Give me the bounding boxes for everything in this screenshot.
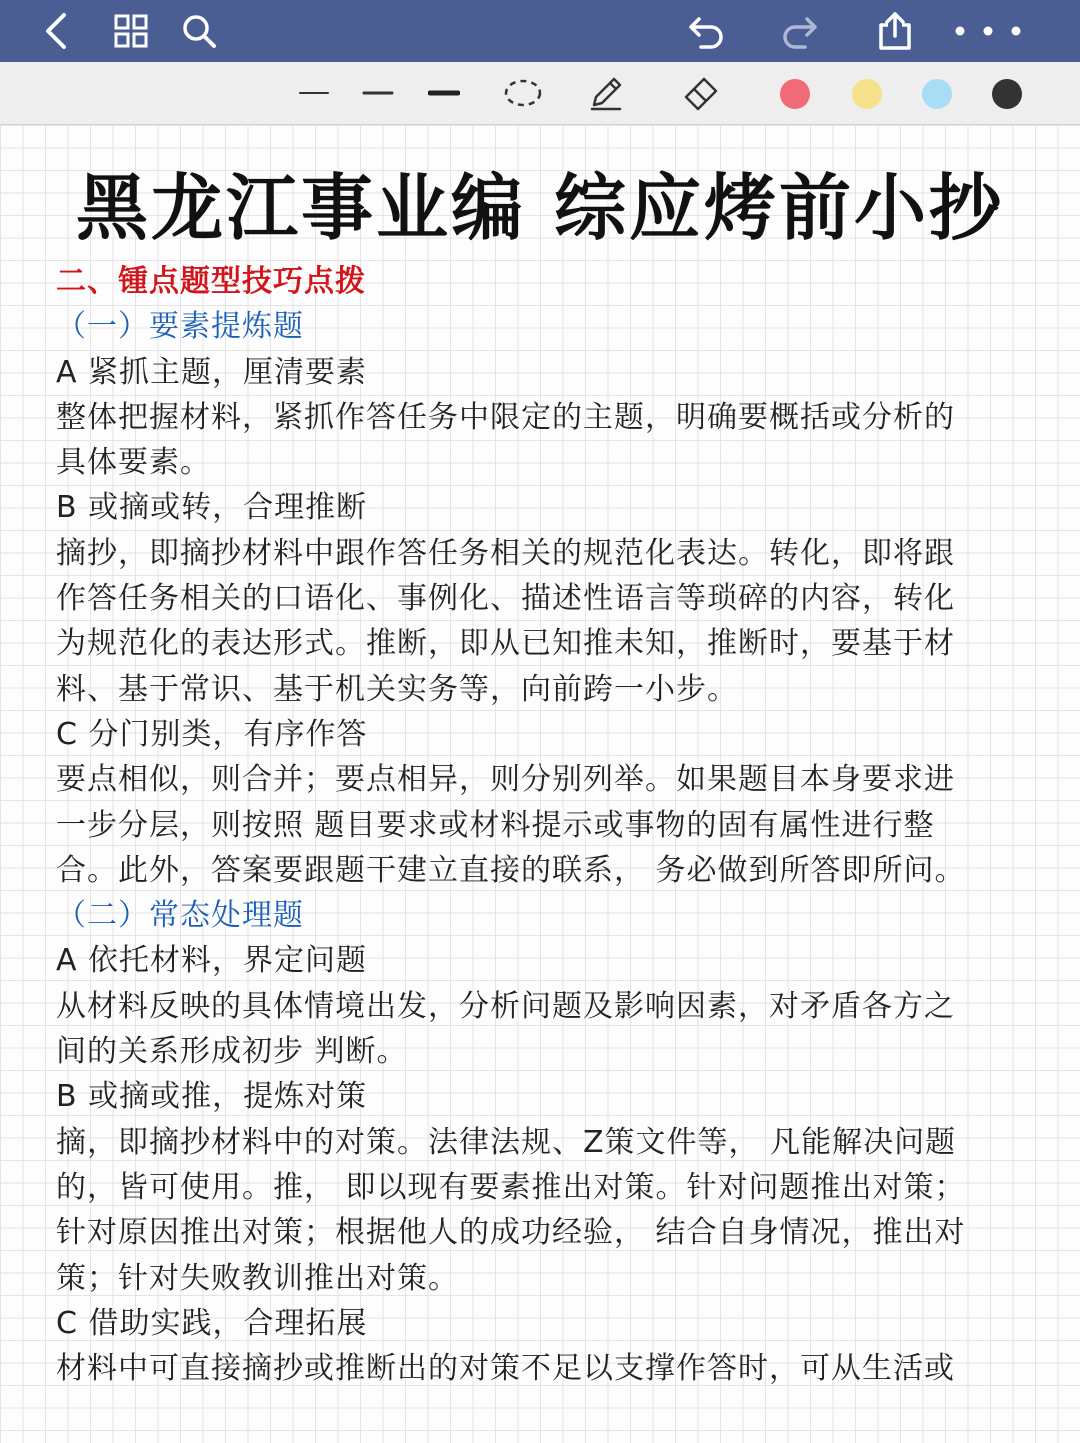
text-line: 一步分层，则按照 题目要求或材料提示或事物的固有属性进行整 [56,807,935,843]
pencil-icon[interactable] [584,70,628,116]
text-line: 整体把握材料，紧抓作答任务中限定的主题，明确要概括或分析的 [56,399,955,435]
text-line: 摘，即摘抄材料中的对策。法律法规、Z策文件等， 凡能解决问题 [56,1124,957,1160]
color-swatch-light-blue[interactable] [922,79,952,109]
text-line: 具体要素。 [56,445,211,481]
text-line: C 分门别类，有序作答 [56,716,368,752]
color-swatch-pink[interactable] [780,79,810,109]
text-line: 料、基于常识、基于机关实务等，向前跨一小步。 [56,671,738,707]
search-icon[interactable] [176,8,222,54]
page-title: 黑龙江事业编 综应烤前小抄 [75,166,1005,250]
text-line: 材料中可直接摘抄或推断出的对策不足以支撑作答时，可从生活或 [56,1351,955,1387]
lasso-icon[interactable] [502,70,544,116]
pen-medium-icon[interactable] [360,70,396,116]
subsection-heading: （一）要素提炼题 [56,309,304,345]
top-navigation-bar [0,0,1080,62]
grid-icon[interactable] [108,8,154,54]
text-line: 合。此外，答案要跟题干建立直接的联系， 务必做到所答即所问。 [56,852,966,888]
text-line: 为规范化的表达形式。推断，即从已知推未知，推断时，要基于材 [56,626,955,662]
pen-thick-icon[interactable] [426,70,462,116]
drawing-toolbar [0,62,1080,125]
text-line: C 借助实践，合理拓展 [56,1305,368,1341]
text-line: 间的关系形成初步 判断。 [56,1034,408,1070]
more-icon[interactable] [948,8,1028,54]
text-line: 的，皆可使用。推， 即以现有要素推出对策。针对问题推出对策； [56,1169,966,1205]
text-line: B 或摘或推，提炼对策 [56,1079,368,1115]
subsection-heading: （二）常态处理题 [56,898,304,934]
pen-thin-icon[interactable] [296,70,332,116]
text-line: 从材料反映的具体情境出发，分析问题及影响因素，对矛盾各方之 [56,988,955,1024]
eraser-icon[interactable] [678,70,724,116]
text-line: 策；针对失败教训推出对策。 [56,1260,459,1296]
text-line: 摘抄，即摘抄材料中跟作答任务相关的规范化表达。转化，即将跟 [56,535,955,571]
note-content [56,259,1036,1391]
text-line: 作答任务相关的口语化、事例化、描述性语言等琐碎的内容，转化 [56,581,955,617]
back-icon[interactable] [34,8,80,54]
color-swatch-black[interactable] [992,79,1022,109]
share-icon[interactable] [872,8,918,54]
text-line: 针对原因推出对策；根据他人的成功经验， 结合自身情况，推出对 [56,1215,966,1251]
undo-icon[interactable] [684,8,730,54]
text-line: B 或摘或转，合理推断 [56,490,368,526]
color-swatch-yellow[interactable] [852,79,882,109]
text-line: A 依托材料，界定问题 [56,943,368,979]
text-line: A 紧抓主题，厘清要素 [56,354,368,390]
text-line: 要点相似，则合并；要点相异，则分别列举。如果题目本身要求进 [56,762,955,798]
redo-icon[interactable] [776,8,822,54]
section-heading: 二、锺点题型技巧点拨 [56,264,366,299]
